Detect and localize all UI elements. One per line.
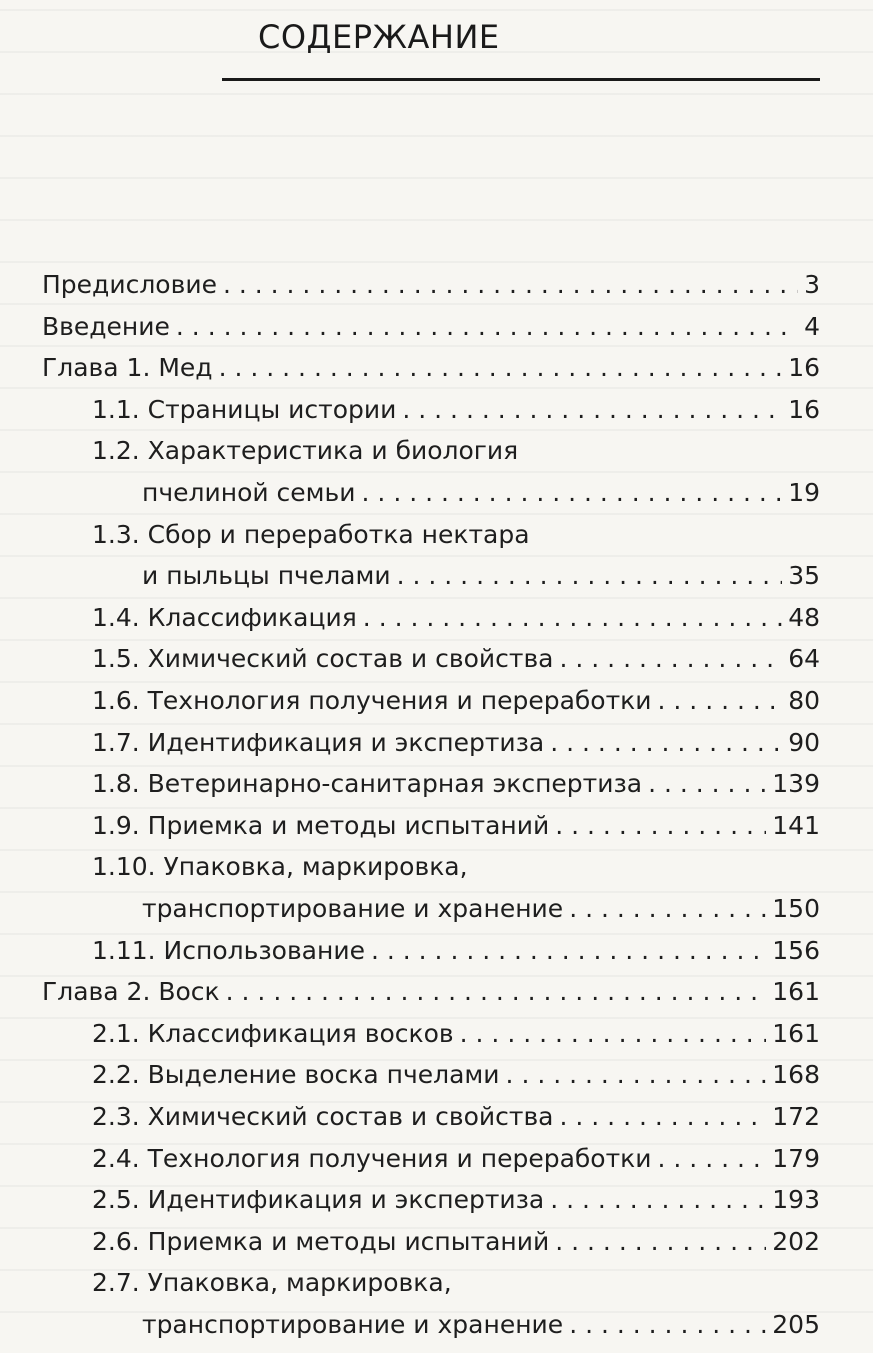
toc-entry [92,1138,820,1180]
toc-entry-continuation: транспортирование и хранение [142,1310,564,1339]
toc-page-number: 161 [772,1018,820,1048]
toc-page-number: 64 [788,644,820,674]
toc-entry [92,1013,820,1055]
toc-page-number: 3 [804,270,820,299]
toc-page-number: 35 [788,561,820,591]
dot-leader [371,930,766,972]
toc-page-number: 90 [788,727,820,757]
title-rule [222,78,820,81]
toc-page-number: 150 [772,894,820,923]
toc-entry [92,597,820,639]
dot-leader [550,722,782,764]
dot-leader [550,1179,766,1221]
toc-entry-title: Глава 1. Мед [42,353,213,383]
toc-entry-title: 2.7. Упаковка, маркировка, [92,1268,452,1298]
toc-entry-title: 2.1. Классификация восков [92,1018,454,1048]
toc-entry-title: 1.5. Химический состав и свойства [92,644,554,674]
dot-leader [176,306,798,348]
toc-entry-title: 1.11. Использование [92,935,365,965]
dot-leader [569,1304,766,1346]
toc-entry-continuation: пчелиной семьи [142,478,356,507]
toc-entry [92,1179,820,1221]
toc-entry-continuation: и пыльцы пчелами [142,561,391,591]
dot-leader [219,347,783,389]
toc-entry [92,930,820,972]
toc-page-number: 16 [788,353,820,383]
toc-entry-title: 1.7. Идентификация и экспертиза [92,727,545,757]
toc-page-number: 202 [772,1226,820,1256]
toc-entry [142,1304,820,1346]
dot-leader [460,1013,767,1055]
toc-entry [92,1054,820,1096]
dot-leader [397,555,783,597]
toc-entry-title: 1.3. Сбор и переработка нектара [92,519,530,549]
toc-entry-title: Глава 2. Воск [42,977,220,1007]
dot-leader [226,971,767,1013]
dot-leader [569,888,766,930]
toc-entry-title: 1.10. Упаковка, маркировка, [92,852,468,882]
toc-entry [92,680,820,722]
toc-entry-title: 1.4. Классификация [92,602,357,632]
toc-page-number: 19 [788,478,820,507]
toc-page-number: 4 [804,311,820,341]
toc-page-number: 161 [772,977,820,1007]
toc-chapter [42,347,820,389]
dot-leader [363,597,782,639]
toc-page-number: 168 [772,1060,820,1090]
toc-entry-continuation: транспортирование и хранение [142,894,564,923]
toc-chapter [42,264,820,306]
toc-entry [142,888,820,930]
dot-leader [555,805,766,847]
page-title: СОДЕРЖАНИЕ [258,18,500,56]
toc-entry [92,722,820,764]
toc-entry-title: 1.8. Ветеринарно-санитарная экспертиза [92,769,643,799]
dot-leader [658,1138,767,1180]
dot-leader [555,1221,766,1263]
toc-entry-title: 2.5. Идентификация и экспертиза [92,1185,545,1215]
toc-entry [142,555,820,597]
toc-page-number: 172 [772,1102,820,1131]
toc-entry-title: 1.9. Приемка и методы испытаний [92,810,550,840]
toc-entry [92,638,820,680]
toc-page-number: 205 [772,1310,820,1339]
toc-page-number: 16 [788,394,820,424]
toc-entry-title: 2.2. Выделение воска пчелами [92,1060,500,1090]
toc-entry [92,1096,820,1138]
dot-leader [648,763,766,805]
toc-page-number: 156 [772,935,820,965]
toc-entry-title: 2.6. Приемка и методы испытаний [92,1226,550,1256]
toc-page-number: 48 [788,602,820,632]
toc-page-number: 139 [772,769,820,799]
toc-entry-title: Введение [42,311,170,341]
toc-entry [92,763,820,805]
toc-chapter [42,971,820,1013]
toc-entry [142,472,820,514]
toc-entry [92,1221,820,1263]
toc-entry [92,389,820,431]
dot-leader [402,389,782,431]
dot-leader [658,680,783,722]
toc-entry-title: 1.6. Технология получения и переработки [92,686,652,715]
dot-leader [560,638,783,680]
toc-page-number: 193 [772,1185,820,1215]
toc-entry-title: 2.4. Технология получения и переработки [92,1143,652,1173]
toc-entry-title: 1.2. Характеристика и биология [92,436,519,466]
toc-chapter [42,306,820,348]
dot-leader [560,1096,767,1138]
toc-page-number: 179 [772,1143,820,1173]
toc-entry-title: Предисловие [42,270,217,299]
toc-entry [92,805,820,847]
dot-leader [362,472,783,514]
toc-entry-title: 1.1. Страницы истории [92,394,397,424]
dot-leader [506,1054,767,1096]
toc-page-number: 141 [772,810,820,840]
toc-page-number: 80 [788,686,820,715]
dot-leader [223,264,798,306]
toc-entry-title: 2.3. Химический состав и свойства [92,1102,554,1131]
